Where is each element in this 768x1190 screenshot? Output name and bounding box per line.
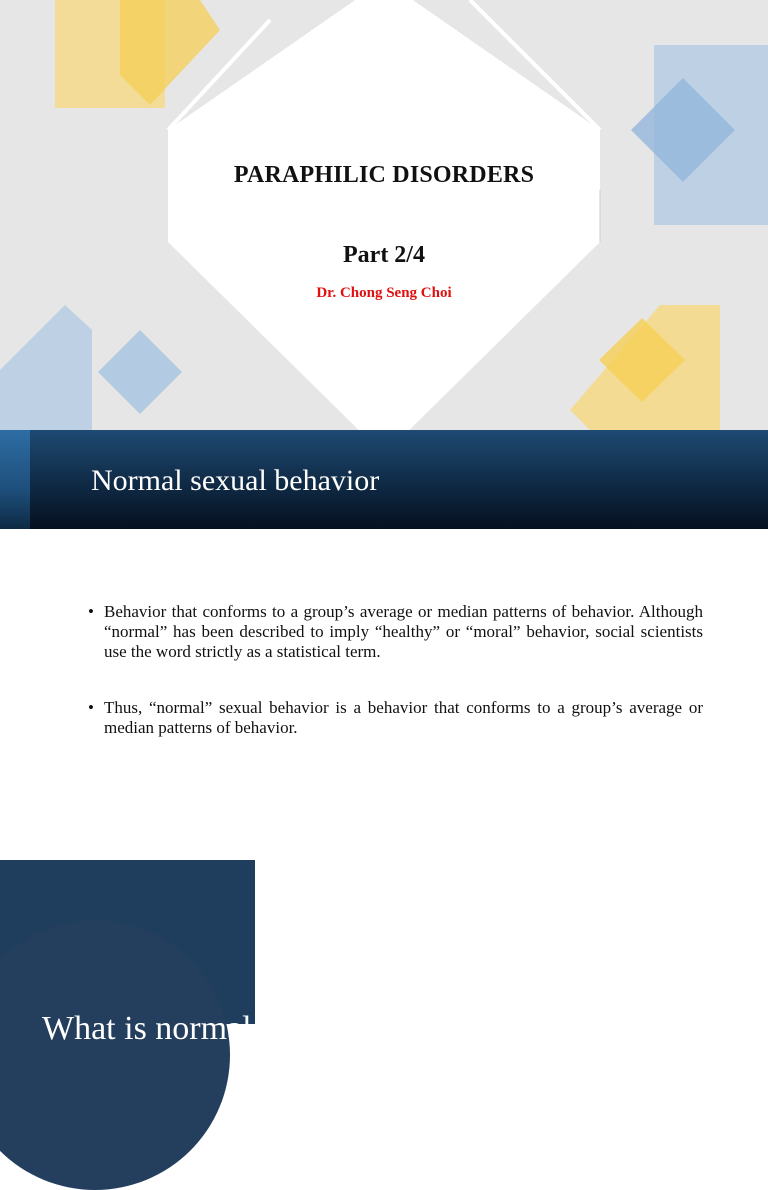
presentation-author: Dr. Chong Seng Choi: [316, 285, 452, 301]
presentation-part: Part 2/4: [343, 242, 425, 268]
slide-heading: Normal sexual behavior: [91, 464, 380, 497]
bullet-list: [88, 602, 703, 774]
bullet-item: [88, 698, 703, 738]
header-accent: [0, 430, 30, 529]
presentation-title: PARAPHILIC DISORDERS: [233, 162, 535, 188]
content-slide: [0, 430, 768, 860]
title-slide: [0, 0, 768, 430]
next-slide-panel: [0, 860, 255, 1047]
decorative-circle: [0, 920, 230, 1190]
bullet-symbol: •: [88, 602, 94, 621]
bullet-symbol: •: [88, 698, 94, 717]
bullet-text: Behavior that conforms to a group’s average or median patterns of behavior. Although “normal” has been described to imply “healthy” or “moral” behavior, social scientists use the word strictly as a statistical term.: [104, 602, 703, 661]
slide-header: [0, 430, 768, 529]
bullet-item: [88, 602, 703, 662]
bullet-text: Thus, “normal” sexual behavior is a behavior that conforms to a group’s average or median patterns of behavior.: [104, 698, 703, 737]
next-slide: [0, 860, 768, 1047]
next-slide-heading: What is normal: [42, 1010, 252, 1047]
